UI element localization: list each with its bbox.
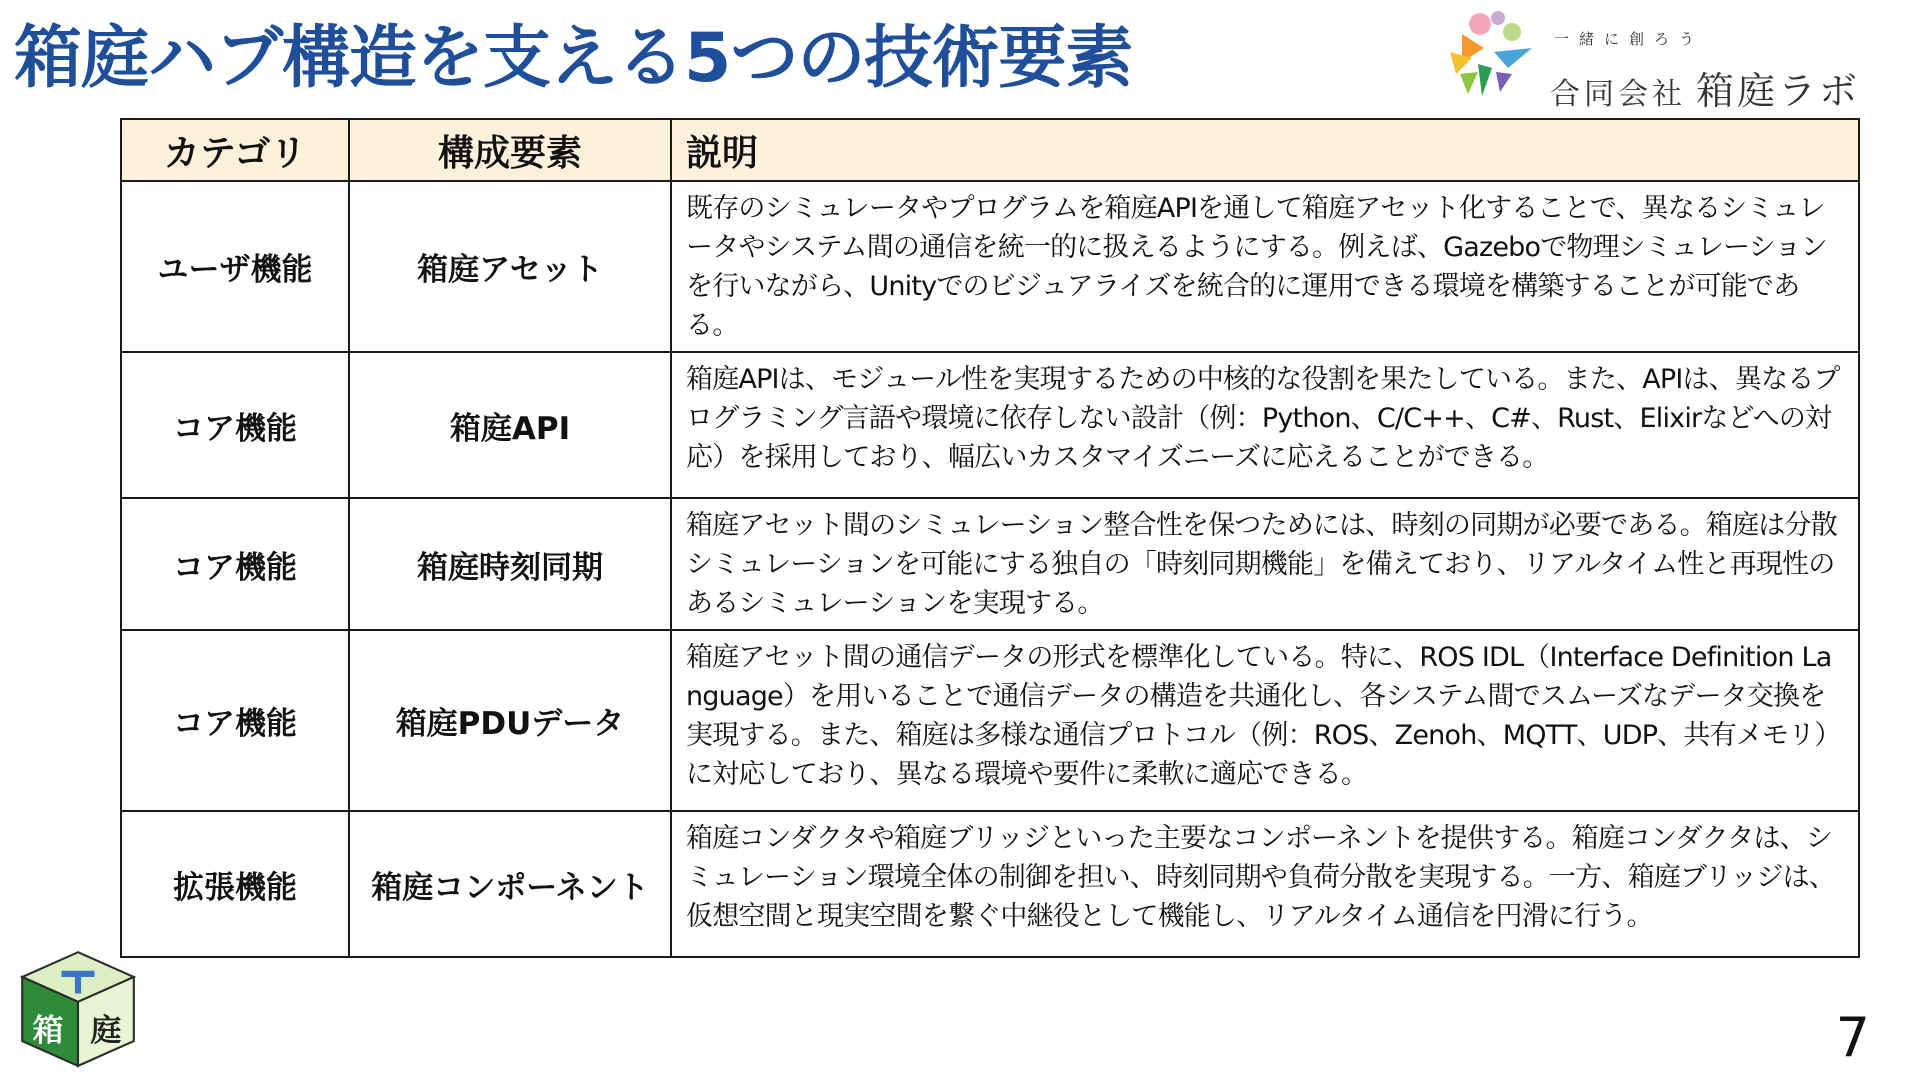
component-cell: 箱庭時刻同期 bbox=[349, 498, 671, 630]
hakoniwa-cube-logo bbox=[16, 946, 140, 1070]
company-type: 合同会社 bbox=[1550, 77, 1686, 112]
component-cell: 箱庭コンポーネント bbox=[349, 811, 671, 957]
category-cell: コア機能 bbox=[121, 630, 349, 811]
table-row bbox=[121, 630, 1859, 811]
category-cell: 拡張機能 bbox=[121, 811, 349, 957]
component-cell: 箱庭PDUデータ bbox=[349, 630, 671, 811]
table-header-row bbox=[121, 119, 1859, 181]
description-cell: 箱庭アセット間のシミュレーション整合性を保つためには、時刻の同期が必要である。箱庭は分散シミュレーションを可能にする独自の「時刻同期機能」を備えており、リアルタイム性と再現性のあるシミュレーションを実現する。 bbox=[671, 498, 1859, 630]
company-name bbox=[1550, 60, 1860, 115]
description-cell: 箱庭アセット間の通信データの形式を標準化している。特に、ROS IDL（Interface Definition Language）を用いることで通信データの構造を共通化し、各システム間でスムーズなデータ交換を実現する。また、箱庭は多様な通信プロトコル（例：ROS、Zenoh、MQTT、UDP、共有メモリ）に対応しており、異なる環境や要件に柔軟に適応できる。 bbox=[671, 630, 1859, 811]
company-mark-icon bbox=[1442, 8, 1542, 108]
category-cell: コア機能 bbox=[121, 352, 349, 498]
slide-title: 箱庭ハブ構造を支える5つの技術要素 bbox=[14, 19, 1133, 98]
component-cell: 箱庭API bbox=[349, 352, 671, 498]
description-cell: 箱庭コンダクタや箱庭ブリッジといった主要なコンポーネントを提供する。箱庭コンダクタは、シミュレーション環境全体の制御を担い、時刻同期や負荷分散を実現する。一方、箱庭ブリッジは、仮想空間と現実空間を繋ぐ中継役として機能し、リアルタイム通信を円滑に行う。 bbox=[671, 811, 1859, 957]
component-cell: 箱庭アセット bbox=[349, 181, 671, 352]
company-tagline: 一緒に創ろう bbox=[1554, 30, 1705, 48]
header-category: カテゴリ bbox=[121, 119, 349, 181]
table-row bbox=[121, 352, 1859, 498]
cube-char-1: 箱 bbox=[32, 1013, 64, 1050]
header-component: 構成要素 bbox=[349, 119, 671, 181]
company-brand: 箱庭ラボ bbox=[1696, 69, 1861, 113]
cube-char-2: 庭 bbox=[90, 1013, 122, 1050]
category-cell: ユーザ機能 bbox=[121, 181, 349, 352]
table-row bbox=[121, 498, 1859, 630]
header-description: 説明 bbox=[671, 119, 1859, 181]
table-row bbox=[121, 811, 1859, 957]
tech-elements-table bbox=[120, 118, 1860, 958]
description-cell: 箱庭APIは、モジュール性を実現するための中核的な役割を果たしている。また、APIは、異なるプログラミング言語や環境に依存しない設計（例：Python、C/C++、C#、Rust、Elixirなどへの対応）を採用しており、幅広いカスタマイズニーズに応えることができる。 bbox=[671, 352, 1859, 498]
category-cell: コア機能 bbox=[121, 498, 349, 630]
company-logo bbox=[1442, 8, 1912, 113]
description-cell: 既存のシミュレータやプログラムを箱庭APIを通して箱庭アセット化することで、異なるシミュレータやシステム間の通信を統一的に扱えるようにする。例えば、Gazeboで物理シミュレーションを行いながら、Unityでのビジュアライズを統合的に運用できる環境を構築することが可能である。 bbox=[671, 181, 1859, 352]
table-row bbox=[121, 181, 1859, 352]
page-number: 7 bbox=[1835, 1006, 1870, 1069]
